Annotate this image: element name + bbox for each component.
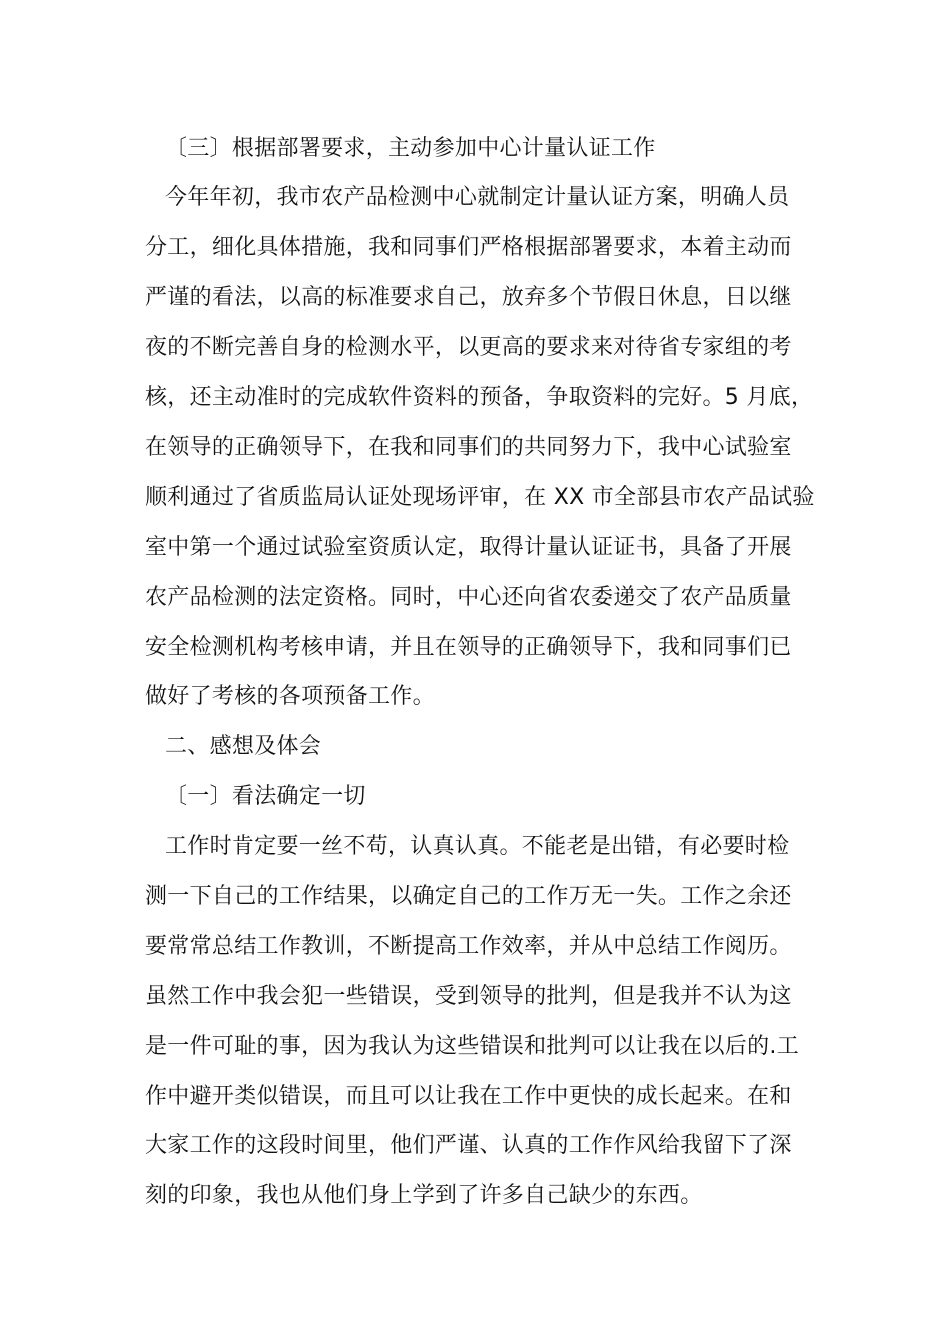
- paragraph-line: 室中第一个通过试验室资质认定，取得计量认证证书，具备了开展: [145, 535, 792, 560]
- paragraph-line: 今年年初，我市农产品检测中心就制定计量认证方案，明确人员: [165, 185, 790, 210]
- paragraph-line: 严谨的看法，以高的标准要求自己，放弃多个节假日休息，日以继: [145, 285, 792, 310]
- paragraph-line: 安全检测机构考核申请，并且在领导的正确领导下，我和同事们已: [145, 635, 792, 660]
- paragraph-line: 虽然工作中我会犯一些错误，受到领导的批判，但是我并不认为这: [145, 984, 792, 1009]
- paragraph-line: 是一件可耻的事，因为我认为这些错误和批判可以让我在以后的.工: [145, 1034, 799, 1059]
- paragraph-line: 作中避开类似错误，而且可以让我在工作中更快的成长起来。在和: [145, 1084, 792, 1109]
- paragraph-line: 工作时肯定要一丝不苟，认真认真。不能老是出错，有必要时检: [165, 834, 790, 859]
- paragraph-line: 核，还主动准时的完成软件资料的预备，争取资料的完好。5 月底，: [145, 385, 814, 410]
- paragraph-line: 顺利通过了省质监局认证处现场评审，在 XX 市全部县市农产品试验: [145, 485, 815, 510]
- paragraph-line: 分工，细化具体措施，我和同事们严格根据部署要求，本着主动而: [145, 235, 792, 260]
- paragraph-line: 做好了考核的各项预备工作。: [145, 684, 435, 709]
- paragraph-line: 要常常总结工作教训，不断提高工作效率，并从中总结工作阅历。: [145, 934, 792, 959]
- heading-section-2: 二、感想及体会: [165, 734, 322, 759]
- paragraph-line: 农产品检测的法定资格。同时，中心还向省农委递交了农产品质量: [145, 585, 792, 610]
- paragraph-line: 测一下自己的工作结果，以确定自己的工作万无一失。工作之余还: [145, 884, 792, 909]
- subheading-section-3: 〔三〕根据部署要求，主动参加中心计量认证工作: [165, 136, 656, 161]
- paragraph-line: 夜的不断完善自身的检测水平，以更高的要求来对待省专家组的考: [145, 335, 792, 360]
- paragraph-line: 在领导的正确领导下，在我和同事们的共同努力下，我中心试验室: [145, 435, 792, 460]
- subheading-section-1: 〔一〕看法确定一切: [165, 784, 366, 809]
- paragraph-line: 大家工作的这段时间里，他们严谨、认真的工作作风给我留下了深: [145, 1133, 792, 1158]
- paragraph-line: 刻的印象，我也从他们身上学到了许多自己缺少的东西。: [145, 1183, 703, 1208]
